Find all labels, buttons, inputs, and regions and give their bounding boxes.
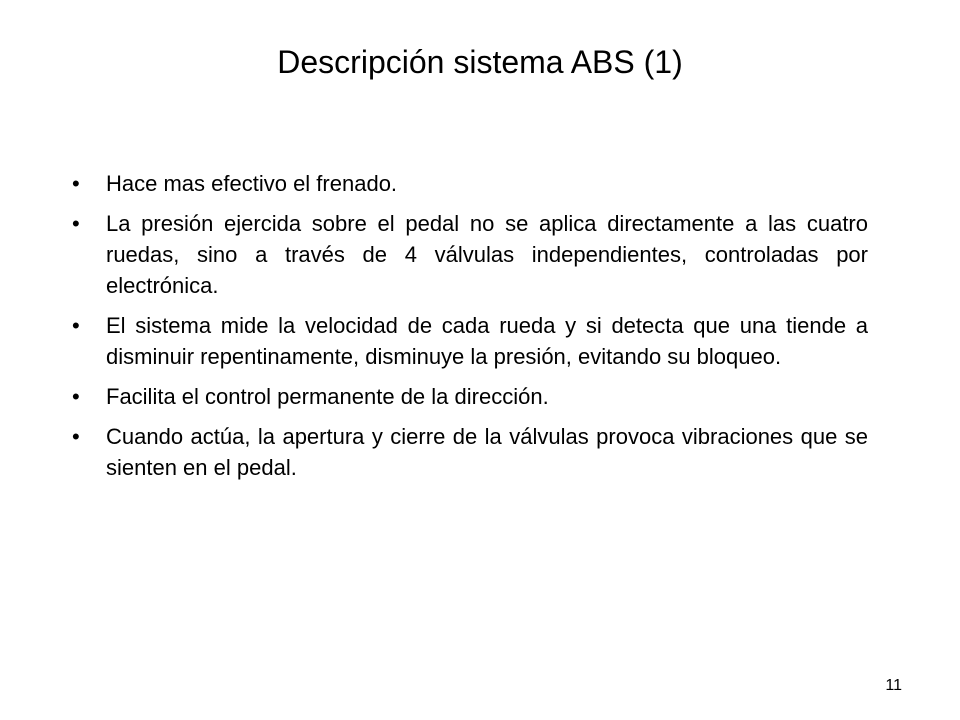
slide-title: Descripción sistema ABS (1) xyxy=(277,44,683,80)
bullet-marker: • xyxy=(72,313,80,338)
bullet-item-vibraciones xyxy=(72,421,868,483)
bullet-item-velocidad xyxy=(72,310,868,372)
bullet-marker: • xyxy=(72,171,80,196)
bullet-text: El sistema mide la velocidad de cada rueda y si detecta que una tiende a disminuir repentinamente, disminuye la presión, evitando su bloqueo. xyxy=(106,313,868,369)
bullet-item-presion xyxy=(72,208,868,301)
page-number: 11 xyxy=(885,677,902,694)
bullet-text: Facilita el control permanente de la dirección. xyxy=(106,384,549,409)
bullet-text: Cuando actúa, la apertura y cierre de la válvulas provoca vibraciones que se sienten en el pedal. xyxy=(106,424,868,480)
bullet-marker: • xyxy=(72,384,80,409)
bullet-item-direccion xyxy=(72,381,868,412)
bullet-text: Hace mas efectivo el frenado. xyxy=(106,171,398,196)
bullet-marker: • xyxy=(72,211,80,236)
bullet-text: La presión ejercida sobre el pedal no se aplica directamente a las cuatro ruedas, sino a través de 4 válvulas independientes, controladas por electrónica. xyxy=(106,211,868,298)
bullet-list xyxy=(72,168,868,492)
bullet-item-efectivo xyxy=(72,168,868,199)
bullet-marker: • xyxy=(72,424,80,449)
